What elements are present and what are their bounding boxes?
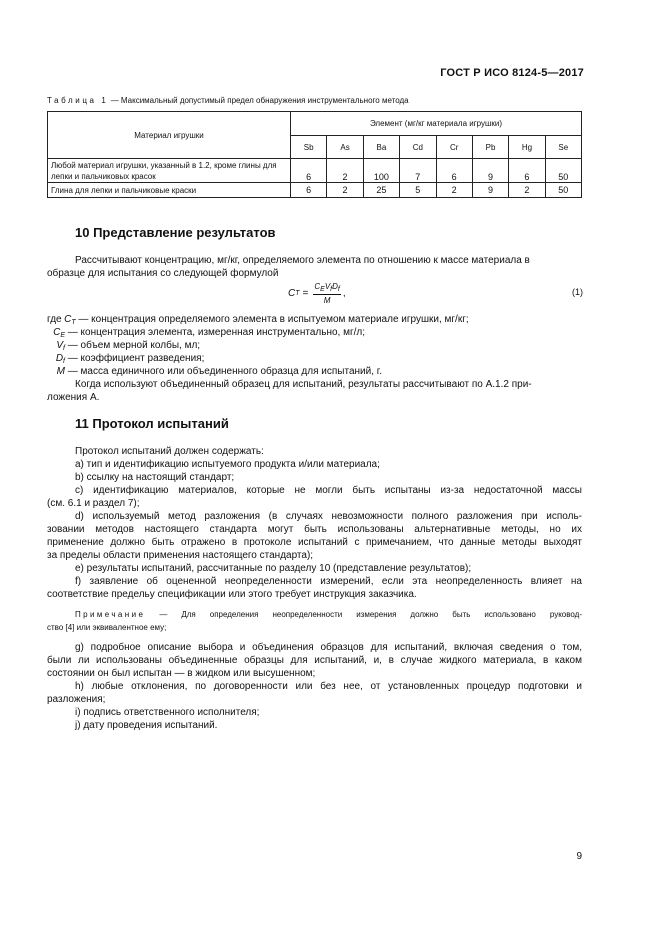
formula-lhs-sub: T [295, 290, 300, 297]
def-symbol: C [64, 314, 72, 325]
def-subscript: f [63, 358, 65, 365]
def-symbol: M [56, 366, 65, 377]
table-caption-label: Таблица 1 [47, 96, 109, 105]
formula-equals: = [302, 288, 309, 299]
def-text: — концентрация элемента, измеренная инструментально, мг/л; [67, 327, 366, 338]
document-header: ГОСТ Р ИСО 8124-5—2017 [440, 67, 584, 79]
table-cell: 2 [327, 183, 363, 198]
num-d: D [332, 282, 338, 291]
list-item-d-cont: применение должно быть отражено в протоколе испытаний с примечанием, что данные методы выходят [47, 537, 582, 548]
element-cd: Cd [400, 136, 436, 159]
formula-lhs: C [288, 288, 296, 299]
list-item-g: g) подробное описание выбора и объединения образцов для испытаний, включая сведения о том, [75, 642, 582, 653]
list-item-h-cont: разложения; [47, 694, 106, 705]
list-item-d-cont: за пределы области применения настоящего стандарта); [47, 550, 314, 561]
list-item-c-cont: (см. 6.1 и раздел 7); [47, 498, 140, 509]
note-label: Примечание [75, 610, 146, 619]
num-sub-e: E [320, 286, 325, 293]
paragraph-line: ложения А. [47, 392, 100, 403]
table-caption [47, 96, 409, 105]
table-cell: 6 [436, 159, 472, 183]
table-cell: 9 [472, 159, 508, 183]
num-v: V [324, 282, 331, 291]
table-cell: 50 [545, 159, 581, 183]
formula-denominator: M [323, 296, 331, 305]
note [75, 608, 582, 621]
table-cell: 6 [509, 159, 545, 183]
def-subscript: T [71, 319, 76, 326]
row-material: Глина для лепки и пальчиковые краски [48, 183, 291, 198]
element-se: Se [545, 136, 581, 159]
list-item-e: е) результаты испытаний, рассчитанные по разделу 10 (представление результатов); [75, 563, 472, 574]
table-cell: 50 [545, 183, 581, 198]
table-cell: 2 [436, 183, 472, 198]
list-item-f: f) заявление об оцененной неопределенности измерений, если эта неопределенность влияет на [75, 576, 582, 587]
list-item-g-cont: состоянии он был испытан — в жидком или высушенном; [47, 668, 316, 679]
list-item-f-cont: соответствие предельу спецификации или этого требует инструкция заказчика. [47, 589, 417, 600]
note-cont: ство [4] или эквивалентное ему; [47, 623, 167, 632]
table-row [48, 159, 582, 183]
element-pb: Pb [472, 136, 508, 159]
element-ba: Ba [363, 136, 399, 159]
table-cell: 6 [291, 159, 327, 183]
def-subscript: E [60, 332, 65, 339]
page-number: 9 [576, 851, 582, 862]
section-10-title: 10 Представление результатов [75, 225, 276, 240]
def-text: — концентрация определяемого элемента в испытуемом материале игрушки, мг/кг; [78, 314, 469, 325]
def-symbol: C [53, 327, 61, 338]
formula-fraction [313, 282, 340, 305]
def-text: — масса единичного или объединенного образца для испытаний, г. [67, 366, 382, 377]
def-text: — объем мерной колбы, мл; [67, 340, 201, 351]
def-subscript: f [63, 345, 65, 352]
table-cell: 5 [400, 183, 436, 198]
list-item-c: с) идентификацию материалов, которые не могли быть испытаны из-за недостаточной массы [75, 485, 582, 496]
list-item-a: а) тип и идентификацию испытуемого продукта и/или материала; [75, 459, 380, 470]
def-text: — коэффициент разведения; [67, 353, 205, 364]
table-cell: 2 [327, 159, 363, 183]
table-row [48, 183, 582, 198]
material-header: Материал игрушки [48, 112, 291, 159]
list-item-h: h) любые отклонения, по договоренности или без нее, от установленных процедур подготовки и [75, 681, 582, 692]
row-material: Любой материал игрушки, указанный в 1.2, кроме глины для лепки и пальчиковых красок [48, 159, 291, 183]
list-item-b: b) ссылку на настоящий стандарт; [75, 472, 235, 483]
table-caption-text: — Максимальный допустимый предел обнаружения инструментального метода [110, 96, 409, 105]
paragraph-line: Рассчитывают концентрацию, мг/кг, определяемого элемента по отношению к массе материала в [75, 255, 530, 266]
list-item-d-cont: зовании методов настоящего стандарта могут быть использованы альтернативные методы, но их [47, 524, 582, 535]
table-cell: 25 [363, 183, 399, 198]
def-symbol: D [55, 353, 64, 364]
def-symbol: V [56, 340, 64, 351]
detection-limit-table [47, 111, 582, 198]
element-cr: Cr [436, 136, 472, 159]
list-item-d: d) используемый метод разложения (в случаях невозможности полного разложения при исполь- [75, 511, 582, 522]
formula [288, 282, 346, 305]
where-word: где [47, 314, 62, 325]
formula-numerator [313, 282, 340, 295]
element-sb: Sb [291, 136, 327, 159]
list-item-j: j) дату проведения испытаний. [75, 720, 218, 731]
paragraph-line: Когда используют объединенный образец для испытаний, результаты рассчитывают по А.1.2 при- [75, 379, 532, 390]
paragraph-line: Протокол испытаний должен содержать: [75, 446, 264, 457]
formula-number: (1) [572, 287, 583, 297]
paragraph-line: образце для испытания со следующей формулой [47, 268, 279, 279]
formula-tail: , [342, 288, 346, 299]
table-cell: 9 [472, 183, 508, 198]
list-item-g-cont: были ли использованы объединенные образцы для испытаний, и, в случае жидкого материала, в каком [47, 655, 582, 666]
table-cell: 7 [400, 159, 436, 183]
note-text: — Для определения неопределенности измерения должно быть использовано руковод- [159, 610, 582, 619]
num-sub-f2: f [337, 286, 340, 293]
section-11-title: 11 Протокол испытаний [75, 416, 229, 431]
element-as: As [327, 136, 363, 159]
table-cell: 100 [363, 159, 399, 183]
num-c: C [314, 282, 321, 291]
element-hg: Hg [509, 136, 545, 159]
list-item-i: i) подпись ответственного исполнителя; [75, 707, 260, 718]
element-header: Элемент (мг/кг материала игрушки) [291, 112, 582, 136]
num-sub-f1: f [330, 286, 333, 293]
table-cell: 6 [291, 183, 327, 198]
table-cell: 2 [509, 183, 545, 198]
